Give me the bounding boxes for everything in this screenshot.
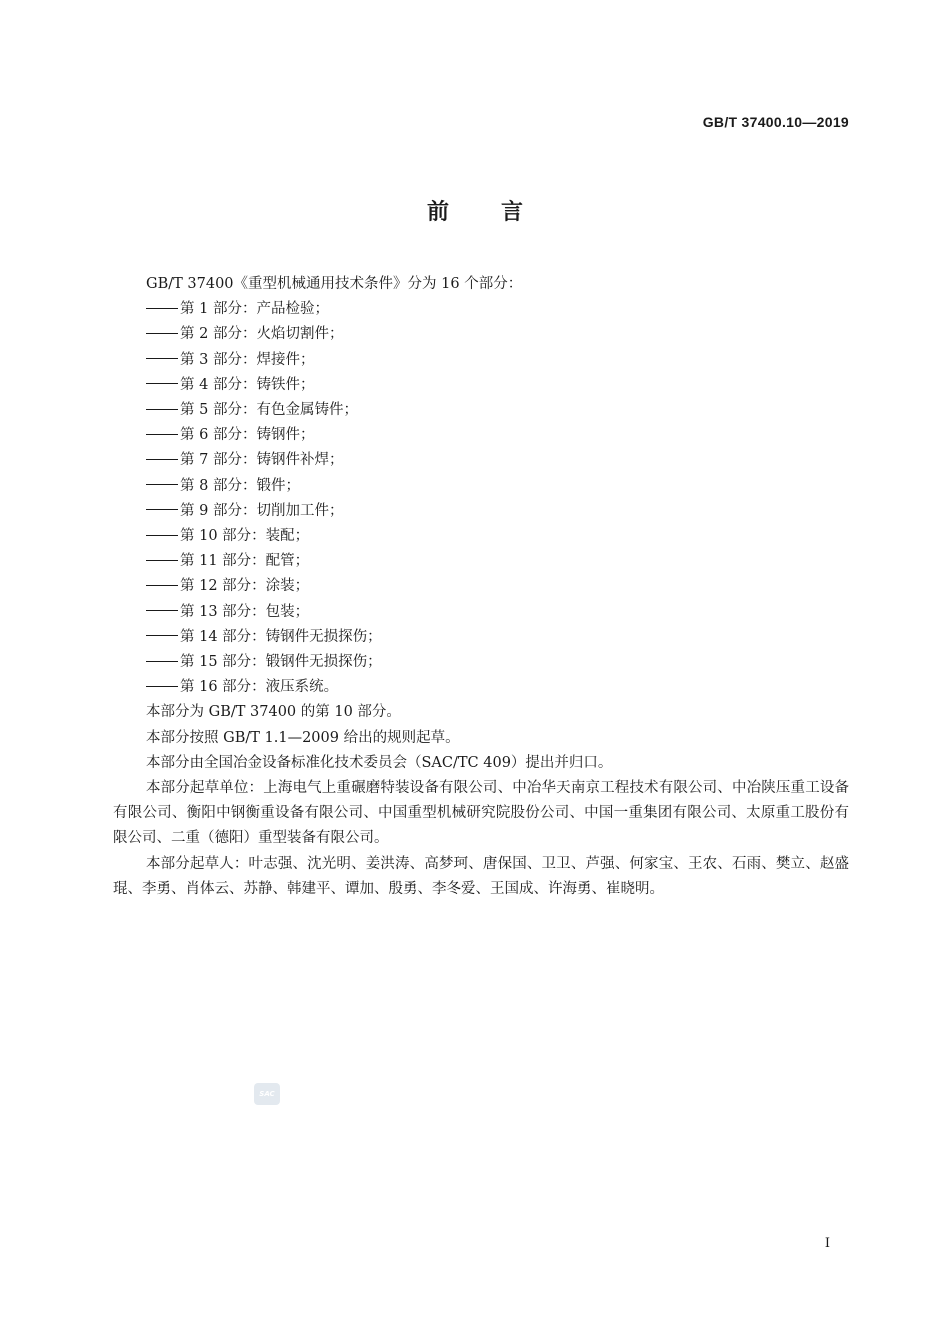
foreword-body [113, 272, 849, 902]
proposer-paragraph: 本部分由全国冶金设备标准化技术委员会（SAC/TC 409）提出并归口。 [146, 754, 613, 771]
list-item: 第 9 部分：切削加工件； [113, 499, 849, 524]
page-number: I [824, 1236, 830, 1251]
standard-code: GB/T 37400.10—2019 [702, 114, 849, 130]
intro-paragraph: GB/T 37400《重型机械通用技术条件》分为 16 个部分： [146, 276, 523, 292]
list-item: 第 4 部分：铸铁件； [113, 373, 849, 398]
parts-list [113, 297, 849, 700]
list-item: 第 6 部分：铸钢件； [113, 423, 849, 448]
list-item: 第 7 部分：铸钢件补焊； [113, 448, 849, 473]
list-item: 第 15 部分：锻钢件无损探伤； [113, 650, 849, 675]
list-item: 第 12 部分：涂装； [113, 574, 849, 599]
list-item: 第 8 部分：锻件； [113, 474, 849, 499]
list-item: 第 1 部分：产品检验； [113, 297, 849, 322]
drafting-rules-paragraph: 本部分按照 GB/T 1.1—2009 给出的规则起草。 [146, 729, 460, 746]
sac-watermark-logo: SAC [254, 1083, 280, 1105]
list-item: 第 2 部分：火焰切割件； [113, 322, 849, 347]
drafters-paragraph: 本部分起草人：叶志强、沈光明、姜洪涛、高梦珂、唐保国、卫卫、芦强、何家宝、王农、石雨、樊立、赵盛琨、李勇、肖体云、苏静、韩建平、谭加、殷勇、李冬爱、王国成、许海勇、崔晓明。 [113, 855, 849, 897]
drafting-units-paragraph: 本部分起草单位：上海电气上重碾磨特装设备有限公司、中冶华天南京工程技术有限公司、中冶陕压重工设备有限公司、衡阳中钢衡重设备有限公司、中国重型机械研究院股份公司、中国一重集团有限公司、太原重工股份有限公司、二重（德阳）重型装备有限公司。 [113, 780, 849, 847]
list-item: 第 5 部分：有色金属铸件； [113, 398, 849, 423]
list-item: 第 11 部分：配管； [113, 549, 849, 574]
list-item: 第 13 部分：包装； [113, 600, 849, 625]
list-item: 第 16 部分：液压系统。 [113, 675, 849, 700]
list-item: 第 10 部分：装配； [113, 524, 849, 549]
page-title: 前言 [426, 200, 575, 225]
part-number-paragraph: 本部分为 GB/T 37400 的第 10 部分。 [146, 704, 401, 721]
list-item: 第 3 部分：焊接件； [113, 348, 849, 373]
list-item: 第 14 部分：铸钢件无损探伤； [113, 625, 849, 650]
